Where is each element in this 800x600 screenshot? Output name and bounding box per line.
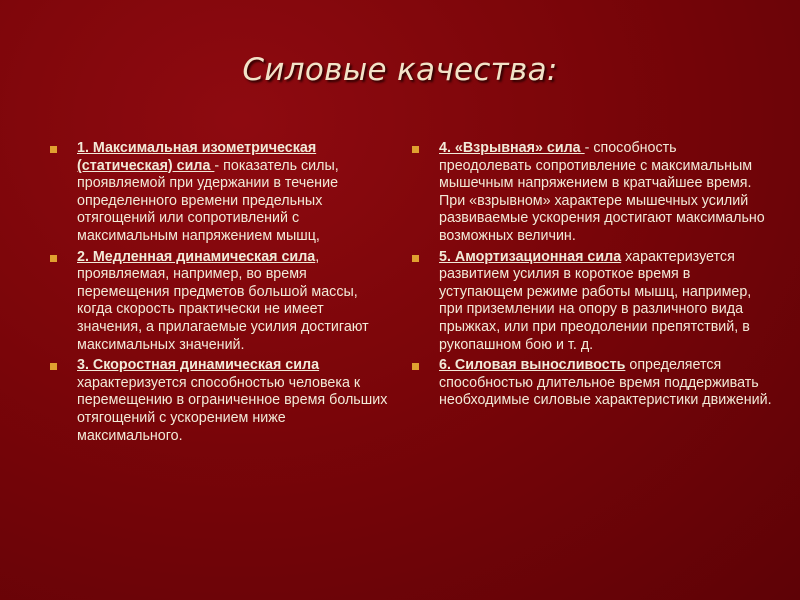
item-term: 3. Скоростная динамическая сила <box>77 357 320 374</box>
item-term: 5. Амортизационная сила <box>439 248 622 265</box>
item-term: 2. Медленная динамическая сила <box>77 248 316 265</box>
bullet-icon <box>412 146 419 153</box>
item-description: определяется способностью длительное время поддерживать необходимые силовые характеристики движений. <box>439 357 772 409</box>
item-description: , проявляемая, например, во время перемещения предметов большой массы, когда скорость практически не имеет значения, а прилагаемые усилия достигают максимальных значений. <box>77 248 369 353</box>
bullet-icon <box>412 255 419 262</box>
bullet-icon <box>50 363 57 370</box>
left-column <box>50 140 390 448</box>
list-item <box>412 249 772 355</box>
bullet-icon <box>50 255 57 262</box>
list-item <box>412 357 772 410</box>
item-text <box>439 140 772 246</box>
list-item <box>50 357 390 445</box>
right-column <box>412 140 772 413</box>
item-text <box>77 140 390 246</box>
item-description: - показатель силы, проявляемой при удержании в течение определенного времени предельных отягощений или сопротивлений с максимальным напряжением мышц, <box>77 157 339 244</box>
item-description: - способность преодолевать сопротивление с максимальным мышечным напряжением в кратчайшее время. При «взрывном» характере мышечных усилий развиваемые ускорения достигают максимально возможных величин. <box>439 140 765 244</box>
list-item <box>50 140 390 246</box>
item-text <box>439 249 772 355</box>
item-description: характеризуется способностью человека к перемещению в ограниченное время больших отягощений с ускорением ниже максимального. <box>77 374 388 444</box>
list-item <box>412 140 772 246</box>
bullet-icon <box>412 363 419 370</box>
item-text <box>439 357 772 410</box>
list-item <box>50 249 390 355</box>
item-text <box>77 249 390 355</box>
item-text <box>77 357 390 445</box>
item-term: 6. Силовая выносливость <box>439 357 626 374</box>
item-term: 4. «Взрывная» сила <box>439 140 585 156</box>
bullet-icon <box>50 146 57 153</box>
item-term: 1. Максимальная изометрическая (статическая) сила <box>77 140 317 174</box>
slide-title: Силовые качества: <box>242 52 558 88</box>
item-description: характеризуется развитием усилия в короткое время в уступающем режиме работы мышц, например, при приземлении на опору в различного вида прыжках, или при преодолении препятствий, в рукопашном бою и т. д. <box>439 248 752 353</box>
